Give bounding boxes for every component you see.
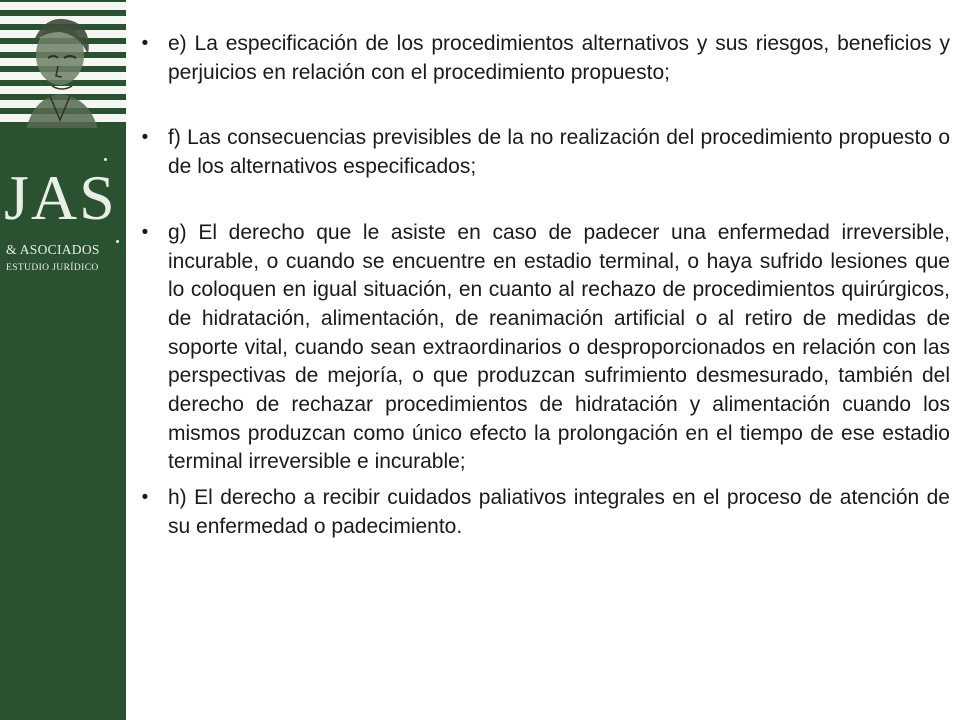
list-item-text: e) La especificación de los procedimientos alternativos y sus riesgos, beneficios y perjuicios en relación con el procedimiento propuesto;	[168, 32, 950, 84]
decorative-dot-icon	[104, 158, 107, 161]
list-item-text: h) El derecho a recibir cuidados paliativos integrales en el proceso de atención de su enfermedad o padecimiento.	[168, 486, 950, 538]
list-item	[133, 124, 950, 181]
list-item	[133, 484, 950, 541]
list-item-text: g) El derecho que le asiste en caso de padecer una enfermedad irreversible, incurable, o cuando se encuentre en estadio terminal, o haya sufrido lesiones que lo coloquen en igual situación, en cuanto al rechazo de procedimientos quirúrgicos, de hidratación, alimentación, de reanimación artificial o al retiro de medidas de soporte vital, cuando sean extraordinarios o desproporcionados en relación con las perspectivas de mejoría, o que produzcan sufrimiento desmesurado, también del derecho de rechazar procedimientos de hidratación y alimentación cuando los mismos produzcan como único efecto la prolongación en el tiempo de ese estadio terminal irreversible e incurable;	[168, 220, 950, 474]
list-item	[133, 30, 950, 87]
list-item-text: f) Las consecuencias previsibles de la no realización del procedimiento propuesto o de los alternativos especificados;	[168, 126, 950, 179]
bullet-icon: •	[141, 127, 149, 149]
bullet-list	[133, 30, 950, 542]
logo-firm-name: & ASOCIADOS	[6, 242, 100, 257]
bullet-icon: •	[141, 221, 149, 243]
logo-subtitle: ESTUDIO JURÍDICO	[6, 263, 99, 273]
bullet-icon: •	[141, 33, 149, 54]
list-item	[133, 219, 950, 477]
bullet-icon: •	[141, 487, 149, 509]
logo-monogram: JAS	[4, 162, 117, 233]
slide-content	[133, 30, 950, 542]
portrait-logo-image	[0, 0, 126, 150]
logo-sidebar	[0, 0, 126, 720]
